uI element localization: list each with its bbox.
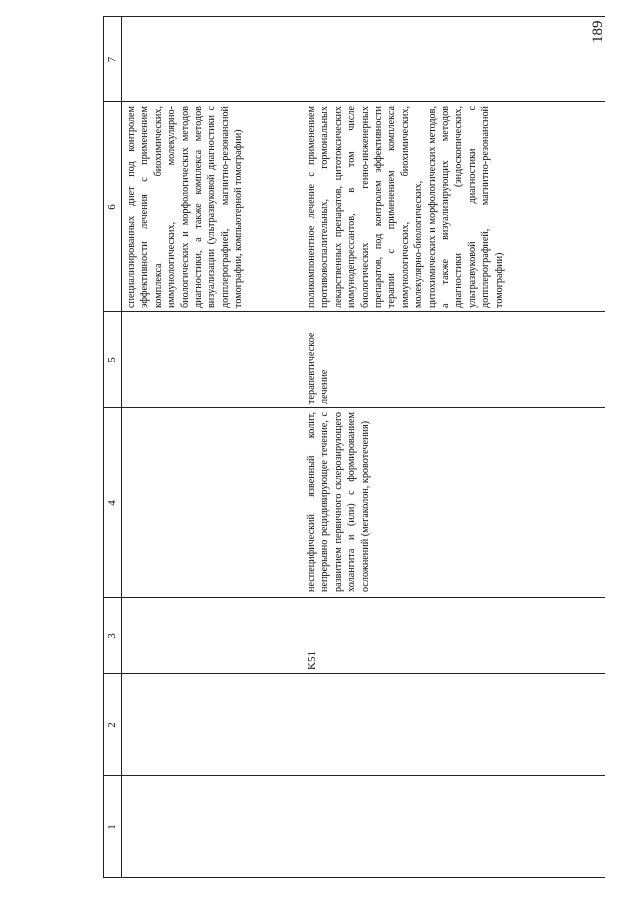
col-border-4	[103, 407, 605, 408]
header-col-3: 3	[106, 633, 118, 639]
header-col-4: 4	[106, 500, 118, 506]
header-col-1: 1	[106, 824, 118, 830]
col-border-5	[103, 311, 605, 312]
col-border-7	[103, 16, 605, 17]
col-border-1	[103, 775, 605, 776]
header-col-2: 2	[106, 722, 118, 728]
row2-code: K51	[306, 651, 318, 670]
header-col-7: 7	[106, 56, 118, 63]
rotated-table	[103, 16, 605, 878]
col-border-3	[103, 597, 605, 598]
row2-treatment-type-cell: терапевтическое лечение	[306, 332, 331, 404]
header-col-5: 5	[106, 357, 118, 363]
header-bottom-border	[121, 16, 122, 878]
row2-methods-cell: поликомпонентное лечение с применением противовоспалительных, гормональных лекарственных препаратов, цитотоксических иммунодепрессантов, в том числе биологических генно-инженерных препаратов, под контролем эффективности терапии с применением комплекса иммунологических, биохимических, молекулярно-биологических, цитохимических и морфологических методов, а также визуализирующих методов диагностики (эндоскопических, ультразвуковой диагностики с допплерографией, магнитно-резонансной томографии)	[306, 106, 505, 308]
header-col-6: 6	[106, 204, 118, 210]
row1-methods-cell: специализированных диет под контролем эффективности лечения с применением комплекса биохимических, иммунологических, молекулярно-биологических и морфологических методов диагностики, а также комплекса методов визуализации (ультразвуковой диагностики с допплерографией, магнитно-резонансной томографии, компьютерной томографии)	[126, 106, 245, 308]
col-border-0	[103, 877, 605, 878]
row2-diagnosis-cell: неспецифический язвенный колит, непрерывно рецидивирующее течение, с развитием первичного склерозирующего холангита и (или) с формированием осложнений (мегаколон, кровотечения)	[306, 412, 371, 592]
col-border-2	[103, 673, 605, 674]
page-number: 189	[590, 20, 606, 44]
col-border-6	[103, 101, 605, 102]
